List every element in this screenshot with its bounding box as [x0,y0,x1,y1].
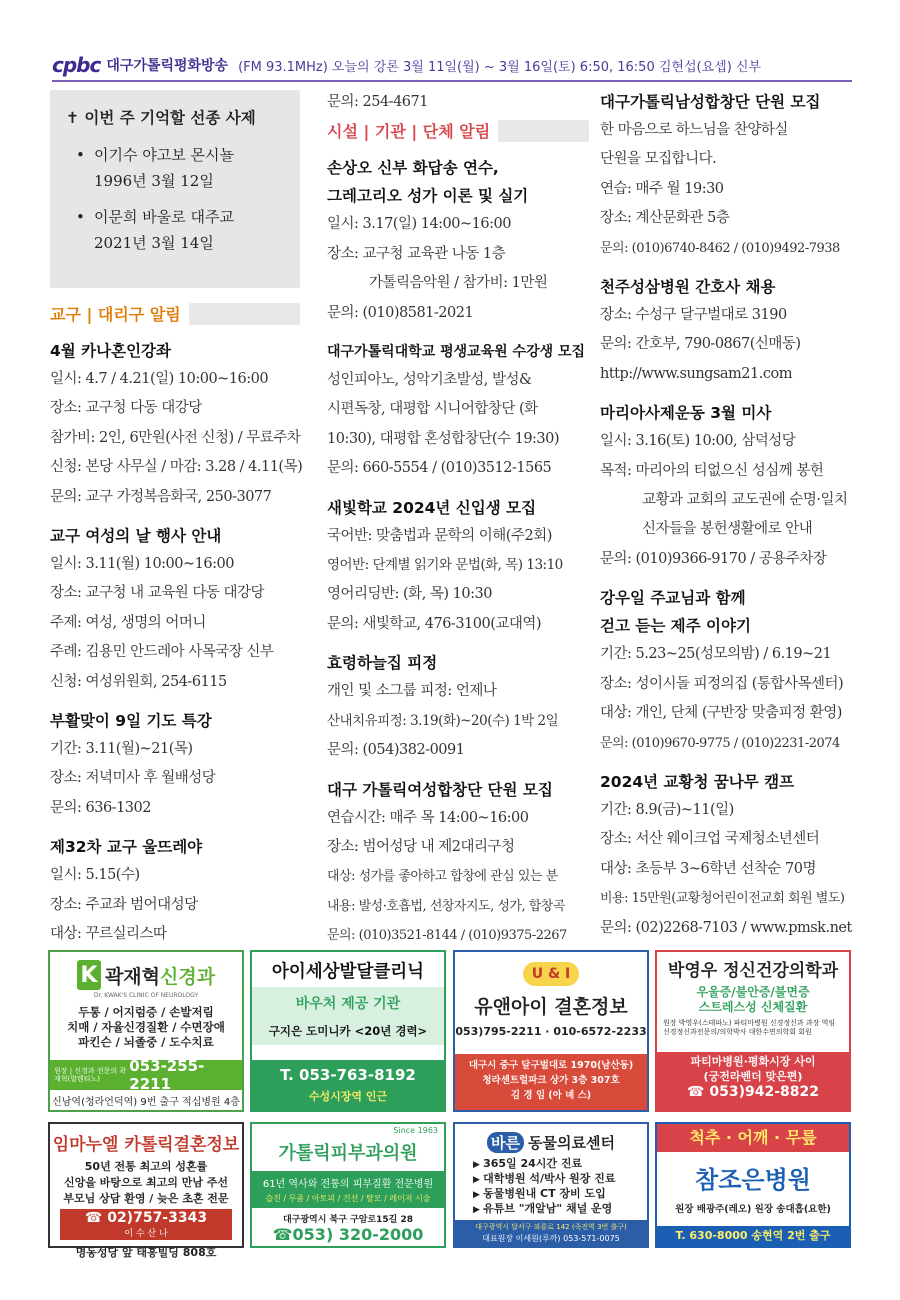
notice-item: 효령하늘집 피정 개인 및 소그룹 피정: 언제나 산내치유피정: 3.19(화)~20(수) 1박 2일 문의: (054)382-0091 [327,654,559,759]
memorial-item: • 이기수 야고보 몬시뇰 1996년 3월 12일 [66,142,288,194]
notice-item: 손상오 신부 화답송 연수, 그레고리오 성가 이론 및 실기 일시: 3.17(일) 14:00~16:00 장소: 교구청 교육관 나동 1층 가톨릭음악원 / 참가비: 1만원 문의: (010)8581-2021 [327,159,548,321]
station-name: 대구가톨릭평화방송 [106,58,229,74]
psychiatry-phone: ☎ 053)942-8822 [687,1084,819,1100]
ad-animal-medical-center: 바른 동물의료센터 ▶ 365일 24시간 진료 ▶ 대학병원 석/박사 원장 진료 ▶ 동물병원내 CT 장비 도입 ▶ 유튜브 "개알남" 채널 운영 대구광역시 달서구 와룡로 142 (죽전역 3번 출구) 대표원장 이세원(루까) 053-571-0075 [453,1122,649,1248]
memorial-item: • 이문희 바울로 대주교 2021년 3월 14일 [66,204,288,256]
notice-item: 제32차 교구 울뜨레야 일시: 5.15(수) 장소: 주교좌 범어대성당 대상: 꾸르실리스따 [50,838,203,943]
notice-item: 문의: 254-4671 [327,94,428,110]
notice-item: 2024년 교황청 꿈나무 캠프 기간: 8.9(금)~11(일) 장소: 서산 웨이크업 국제청소년센터 대상: 초등부 3~6학년 선착순 70명 비용: 15만원(교황청어린이전교회 회원 별도) 문의: (02)2268-7103 / www.pmsk.net [600,772,852,936]
memorial-box [50,90,300,288]
ad-psychiatry-clinic: 박영우 정신건강의학과 우울증/불안증/불면증 스트레스성 신체질환 원장 박영우(스테파노) 파티마병원 신경정신과 과장 역임 신경정신과전문의/의학박사 대한수면의학회 회원 파티마병원·평화시장 사이 (궁전라벤더 맞은편) ☎ 053)942-8822 [655,950,851,1112]
notice-item: 대구 가톨릭여성합창단 단원 모집 연습시간: 매주 목 14:00~16:00 장소: 범어성당 내 제2대리구청 대상: 성가를 좋아하고 합창에 관심 있는 분 내용: 발성·호흡법, 선창자지도, 성가, 합창곡 문의: (010)3521-8144 / (010)9375-2267 [327,780,567,944]
ad-development-clinic: 아이세상발달클리닉 바우처 제공 기관 구지은 도미니카 <20년 경력> T. 053-763-8192 수성시장역 인근 [250,950,446,1112]
k-logo-icon: K [77,960,101,990]
header [52,50,852,82]
ad-neurology-clinic: K 곽재혁신경과 Dr. KWAK'S CLINIC OF NEUROLOGY 두통 / 어지럼증 / 손발저림 치매 / 자율신경질환 / 수면장애 파킨슨 / 뇌졸중 / 도수치료 원장 | 신경과 전문의 곽재혁(발렌티노) 053-255-2211 신남역(청라언덕역) 9번 출구 적십병원 4층 [48,950,244,1112]
notice-item: 4월 카나혼인강좌 일시: 4.7 / 4.21(일) 10:00~16:00 장소: 교구청 다동 대강당 참가비: 2인, 6만원(사전 신청) / 무료주차 신청: 본당 사무실 / 마감: 3.28 / 4.11(목) 문의: 교구 가정복음화국, 250-3077 [50,342,303,505]
notice-item: 대구가톨릭대학교 평생교육원 수강생 모집 성인피아노, 성악기초발성, 발성& 시편독창, 대평합 시니어합창단 (화 10:30), 대평합 혼성합창단(수 19:30) 문의: 660-5554 / (010)3512-1565 [327,344,586,477]
memorial-title: ✝ 이번 주 기억할 선종 사제 [66,109,256,127]
ad-dermatology-clinic: Since 1963 가톨릭피부과의원 61년 역사와 전통의 피부질환 전문병원 습진 / 무좀 / 아토피 / 건선 / 탈모 / 레이저 시술 대구광역시 북구 구암로15길 28 ☎053) 320-2000 [250,1122,446,1248]
notice-item: 천주성삼병원 간호사 채용 장소: 수성구 달구벌대로 3190 문의: 간호부, 790-0867(신매동) http://www.sungsam21.com [600,278,801,382]
sermon-info: (FM 93.1MHz) 오늘의 강론 3월 11일(월) ~ 3월 16일(토) 6:50, 16:50 김현섭(요셉) 신부 [238,59,762,75]
column-1 [50,90,303,960]
ad-emmanuel-marriage: 임마누엘 카톨릭결혼정보 50년 전통 최고의 성혼률 신앙을 바탕으로 최고의 만남 주선 부모님 상담 환영 / 늦은 초혼 전문 ☎ 02)757-3343 이 수 산 나 명동성당 앞 태흥빌딩 808호 [48,1122,244,1248]
bareun-logo-icon: 바른 [487,1132,524,1153]
section-header-facilities: 시설 | 기관 | 단체 알림 [327,119,589,142]
notice-item: 강우일 주교님과 함께 걷고 듣는 제주 이야기 기간: 5.23~25(성모의밤) / 6.19~21 장소: 성이시돌 피정의집 (통합사목센터) 대상: 개인, 단체 (구반장 맞춤피정 환영) 문의: (010)9670-9775 / (010)2231-2074 [600,589,844,751]
notice-item: 교구 여성의 날 행사 안내 일시: 3.11(월) 10:00~16:00 장소: 교구청 내 교육원 다동 대강당 주제: 여성, 생명의 어머니 주례: 김용민 안드레아 사목국장 신부 신청: 여성위원회, 254-6115 [50,527,274,690]
section-header-diocese: 교구 | 대리구 알림 [50,302,300,325]
u-and-i-logo-icon: U & I [523,962,579,986]
notice-item: 부활맞이 9일 기도 특강 기간: 3.11(월)~21(목) 장소: 저녁미사 후 월배성당 문의: 636-1302 [50,712,216,816]
notice-item: 마리아사제운동 3월 미사 일시: 3.16(토) 10:00, 삼덕성당 목적: 마리아의 티없으신 성심께 봉헌 교황과 교회의 교도권에 순명·일치 신자들을 봉헌생활에로 안내 문의: (010)9366-9170 / 공용주차장 [600,404,848,567]
ad-chamjoeun-hospital: 척추 · 어깨 · 무릎 참조은병원 원장 배광주(레오) 원장 송대흡(요한) T. 630-8000 송현역 2번 출구 [655,1122,851,1248]
notice-item: 대구가톨릭남성합창단 단원 모집 한 마음으로 하느님을 찬양하실 단원을 모집합니다. 연습: 매주 월 19:30 장소: 계산문화관 5층 문의: (010)6740-8462 / (010)9492-7938 [600,93,840,256]
notice-item: 새빛학교 2024년 신입생 모집 국어반: 맞춤법과 문학의 이해(주2회) 영어반: 단계별 읽기와 문법(화, 목) 13:10 영어리딩반: (화, 목) 10:30 문의: 새빛학교, 476-3100(교대역) [327,498,563,632]
ad-marriage-info: U & I 유앤아이 결혼정보 053)795-2211 · 010-6572-2233 대구시 중구 달구벌대로 1970(남산동) 청라센트럴파크 상가 3층 307호 김 경 임 (아 녜 스) [453,950,649,1112]
column-2 [327,88,589,961]
station-logo: cpbc [52,53,101,77]
column-3 [600,88,856,953]
